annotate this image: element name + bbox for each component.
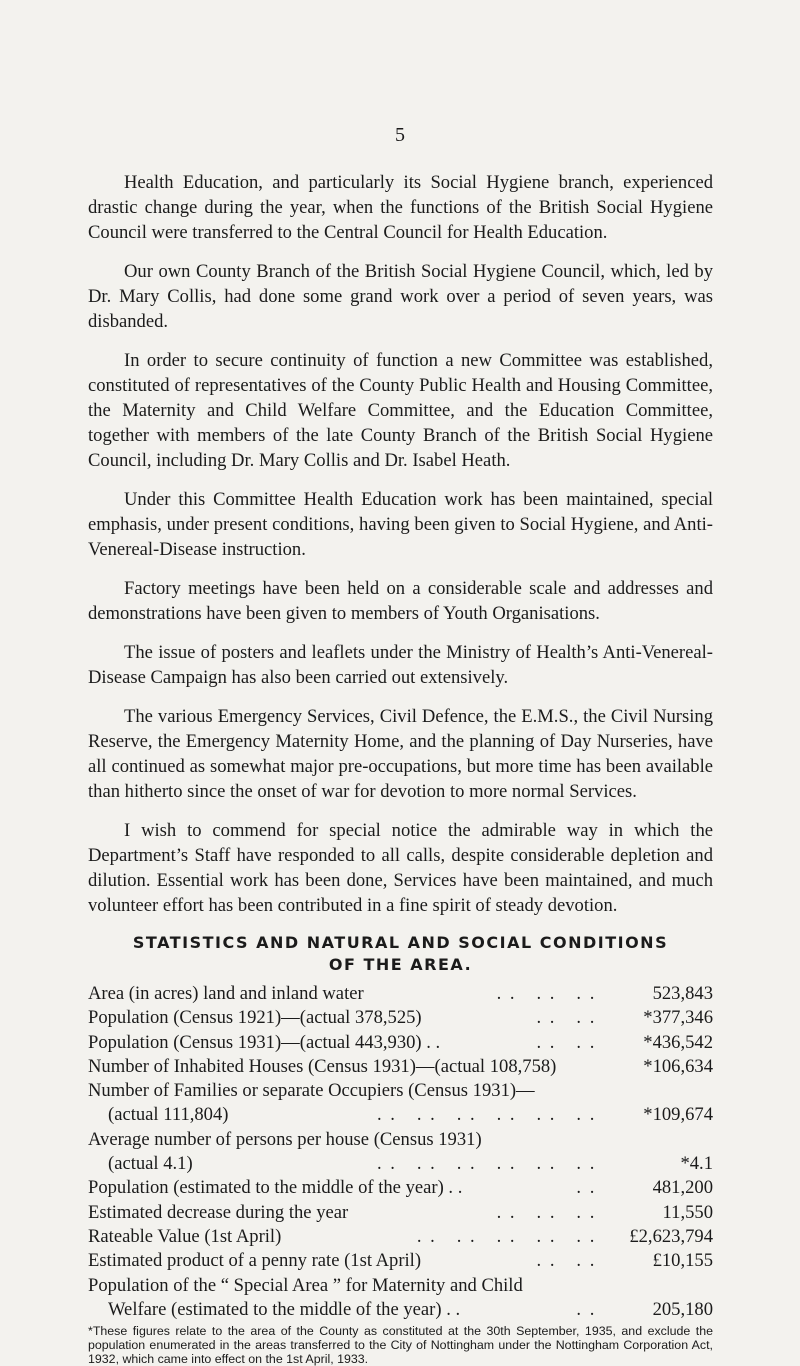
leader-dots: . . . . [516,1031,603,1053]
statistics-value: £2,623,794 [629,1225,713,1247]
leader-dots: . . . . . . . . . . . . [370,1153,603,1175]
statistics-label: Number of Inhabited Houses (Census 1931)—(actual 108,758) [88,1055,557,1077]
statistics-row [88,982,713,1006]
statistics-value: *377,346 [643,1007,713,1029]
statistics-label: Average number of persons per house (Census 1931) [88,1128,482,1150]
paragraph: The various Emergency Services, Civil Defence, the E.M.S., the Civil Nursing Reserve, the Emergency Maternity Home, and the planning of Day Nurseries, have all continued as somewhat major pre-occupations, but more time has been available than hitherto since the onset of war for devotion to more normal Services. [88,706,713,802]
statistics-value: 481,200 [652,1177,713,1199]
statistics-row [88,1006,713,1030]
footnote: *These figures relate to the area of the County as constituted at the 30th September, 1935, and exclude the population enumerated in the areas transferred to the City of Nottingham under the Nottingham Corporation Act, 1932, which came into effect on the 1st April, 1933. [88,1324,713,1366]
statistics-row [88,1055,713,1079]
statistics-row [88,1128,713,1152]
statistics-value: 205,180 [652,1298,713,1320]
statistics-row [88,1249,713,1273]
statistics-row [88,1152,713,1176]
leader-dots: . . . . [529,1007,603,1029]
paragraph: Factory meetings have been held on a considerable scale and addresses and demonstrations have been given to members of Youth Organisations. [88,578,713,624]
statistics-value: *106,634 [643,1055,713,1077]
statistics-value: £10,155 [652,1250,713,1272]
statistics-row [88,1274,713,1298]
statistics-row [88,1031,713,1055]
paragraph: Health Education, and particularly its Social Hygiene branch, experienced drastic change during the year, when the functions of the British Social Hygiene Council were transferred to the Central Council for Health Education. [88,172,713,243]
statistics-label: Number of Families or separate Occupiers (Census 1931)— [88,1080,535,1102]
statistics-label: Population (Census 1931)—(actual 443,930) . . [88,1031,441,1053]
statistics-row [88,1298,713,1322]
statistics-heading [88,932,713,976]
leader-dots: . . . . [523,1250,603,1272]
leader-dots: . . [556,1177,603,1199]
statistics-value: *109,674 [643,1104,713,1126]
paragraph: The issue of posters and leaflets under the Ministry of Health’s Anti-Venereal-Disease Campaign has also been carried out extensively. [88,642,713,688]
statistics-label: Estimated product of a penny rate (1st April) [88,1250,422,1272]
statistics-value: *4.1 [680,1153,713,1175]
statistics-label: Rateable Value (1st April) [88,1225,282,1247]
statistics-heading-line: OF THE AREA. [328,955,473,974]
statistics-label: (actual 111,804) [108,1104,229,1126]
paragraph: Our own County Branch of the British Social Hygiene Council, which, led by Dr. Mary Collis, had done some grand work over a period of seven years, was disbanded. [88,261,713,332]
statistics-row [88,1079,713,1103]
statistics-label: Population of the “ Special Area ” for Maternity and Child [88,1274,523,1296]
statistics-label: Estimated decrease during the year [88,1201,349,1223]
leader-dots: . . . . . . . . . . [403,1225,603,1247]
statistics-row [88,1201,713,1225]
leader-dots: . . . . . . [489,983,603,1004]
statistics-heading-line: STATISTICS AND NATURAL AND SOCIAL CONDITIONS [132,933,669,952]
statistics-table [88,982,713,1322]
paragraph: Under this Committee Health Education work has been maintained, special emphasis, under present conditions, having been given to Social Hygiene, and Anti-Venereal-Disease instruction. [88,489,713,560]
page-number: 5 [395,124,405,146]
statistics-value: *436,542 [643,1031,713,1053]
statistics-value: 11,550 [662,1201,713,1223]
leader-dots: . . [556,1298,603,1320]
leader-dots: . . . . . . . . . . . . [370,1104,603,1126]
document-body [88,170,713,1366]
statistics-value: 523,843 [652,983,713,1004]
statistics-label: Welfare (estimated to the middle of the year) . . [108,1298,461,1320]
paragraph: I wish to commend for special notice the admirable way in which the Department’s Staff have responded to all calls, despite considerable depletion and dilution. Essential work has been done, Services have been maintained, and much volunteer effort has been contributed in a fine spirit of steady devotion. [88,820,713,916]
statistics-label: Population (estimated to the middle of the year) . . [88,1177,463,1199]
statistics-row [88,1176,713,1200]
leader-dots: . . . . . . [483,1201,603,1223]
statistics-row [88,1103,713,1127]
statistics-label: Area (in acres) land and inland water [88,983,364,1004]
statistics-row [88,1225,713,1249]
statistics-label: Population (Census 1921)—(actual 378,525) [88,1007,422,1029]
paragraph: In order to secure continuity of function a new Committee was established, constituted of representatives of the County Public Health and Housing Committee, the Maternity and Child Welfare Committee, and the Education Committee, together with members of the late County Branch of the British Social Hygiene Council, including Dr. Mary Collis and Dr. Isabel Heath. [88,350,713,471]
statistics-label: (actual 4.1) [108,1153,193,1175]
